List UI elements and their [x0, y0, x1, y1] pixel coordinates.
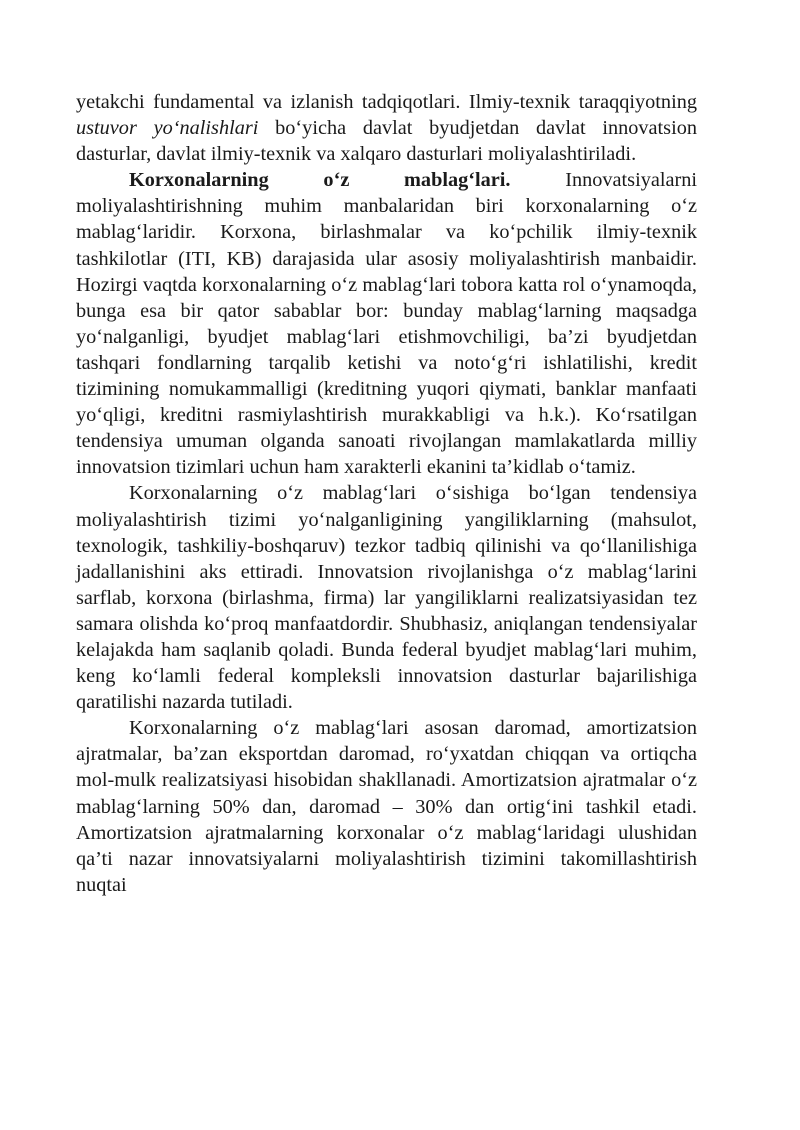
paragraph-1-text-b: bo‘yicha davlat byudjetdan davlat innovatsion dasturlar, davlat ilmiy-texnik va xalqaro dasturlari moliyalashtiriladi. [76, 117, 697, 166]
paragraph-1-text-a: yetakchi fundamental va izlanish tadqiqotlari. Ilmiy-texnik taraqqiyotning [76, 91, 697, 113]
paragraph-2 [76, 167, 697, 480]
emphasis-ustuvor-yonalishlari: ustuvor yo‘nalishlari [76, 117, 259, 140]
section-heading-korxonalarning-oz-mablaglari: Korxonalarning o‘z mablag‘lari. [129, 169, 511, 192]
paragraph-3 [76, 480, 697, 715]
document-page [76, 89, 697, 898]
paragraph-4-text: Korxonalarning o‘z mablag‘lari asosan daromad, amortizatsion ajratmalar, ba’zan eksportdan daromad, ro‘yxatdan chiqqan va ortiqcha mol-mulk realizatsiyasi hisobidan shakllanadi. Amortizatsion ajratmalar o‘z mablag‘larning 50% dan, daromad – 30% dan ortig‘ini tashkil etadi. Amortizatsion ajratmalarning korxonalar o‘z mablag‘laridagi ulushidan qa’ti nazar innovatsiyalarni moliyalashtirish tizimini takomillashtirish nuqtai [76, 717, 697, 896]
paragraph-4 [76, 715, 697, 898]
paragraph-3-text: Korxonalarning o‘z mablag‘lari o‘sishiga bo‘lgan tendensiya moliyalashtirish tizimi yo‘nalganligining yangiliklarning (mahsulot, texnologik, tashkiliy-boshqaruv) tezkor tadbiq qilinishi va qo‘llanilishiga jadallanishini aks ettiradi. Innovatsion rivojlanishga o‘z mablag‘larini sarflab, korxona (birlashma, firma) lar yangiliklarni realizatsiyasidan tez samara olishda ko‘proq manfaatdordir. Shubhasiz, aniqlangan tendensiyalar kelajakda ham saqlanib qoladi. Bunda federal byudjet mablag‘lari muhim, keng ko‘lamli federal kompleksli innovatsion dasturlar bajarilishiga qaratilishi nazarda tutiladi. [76, 482, 697, 714]
paragraph-1 [76, 89, 697, 167]
paragraph-2-text: Innovatsiyalarni moliyalashtirishning muhim manbalaridan biri korxonalarning o‘z mablag‘laridir. Korxona, birlashmalar va ko‘pchilik ilmiy-texnik tashkilotlar (ITI, KB) darajasida ular asosiy moliyalashtirish manbaidir. Hozirgi vaqtda korxonalarning o‘z mablag‘lari tobora katta rol o‘ynamoqda, bunga esa bir qator sabablar bor: bunday mablag‘larning maqsadga yo‘nalganligi, byudjet mablag‘lari etishmovchiligi, ba’zi byudjetdan tashqari fondlarning tarqalib ketishi va noto‘g‘ri ishlatilishi, kredit tizimining nomukammalligi (kreditning yuqori qiymati, banklar manfaati yo‘qligi, kreditni rasmiylashtirish murakkabligi va h.k.). Ko‘rsatilgan tendensiya umuman olganda sanoati rivojlangan mamlakatlarda milliy innovatsion tizimlari uchun ham xarakterli ekanini ta’kidlab o‘tamiz. [76, 169, 698, 479]
